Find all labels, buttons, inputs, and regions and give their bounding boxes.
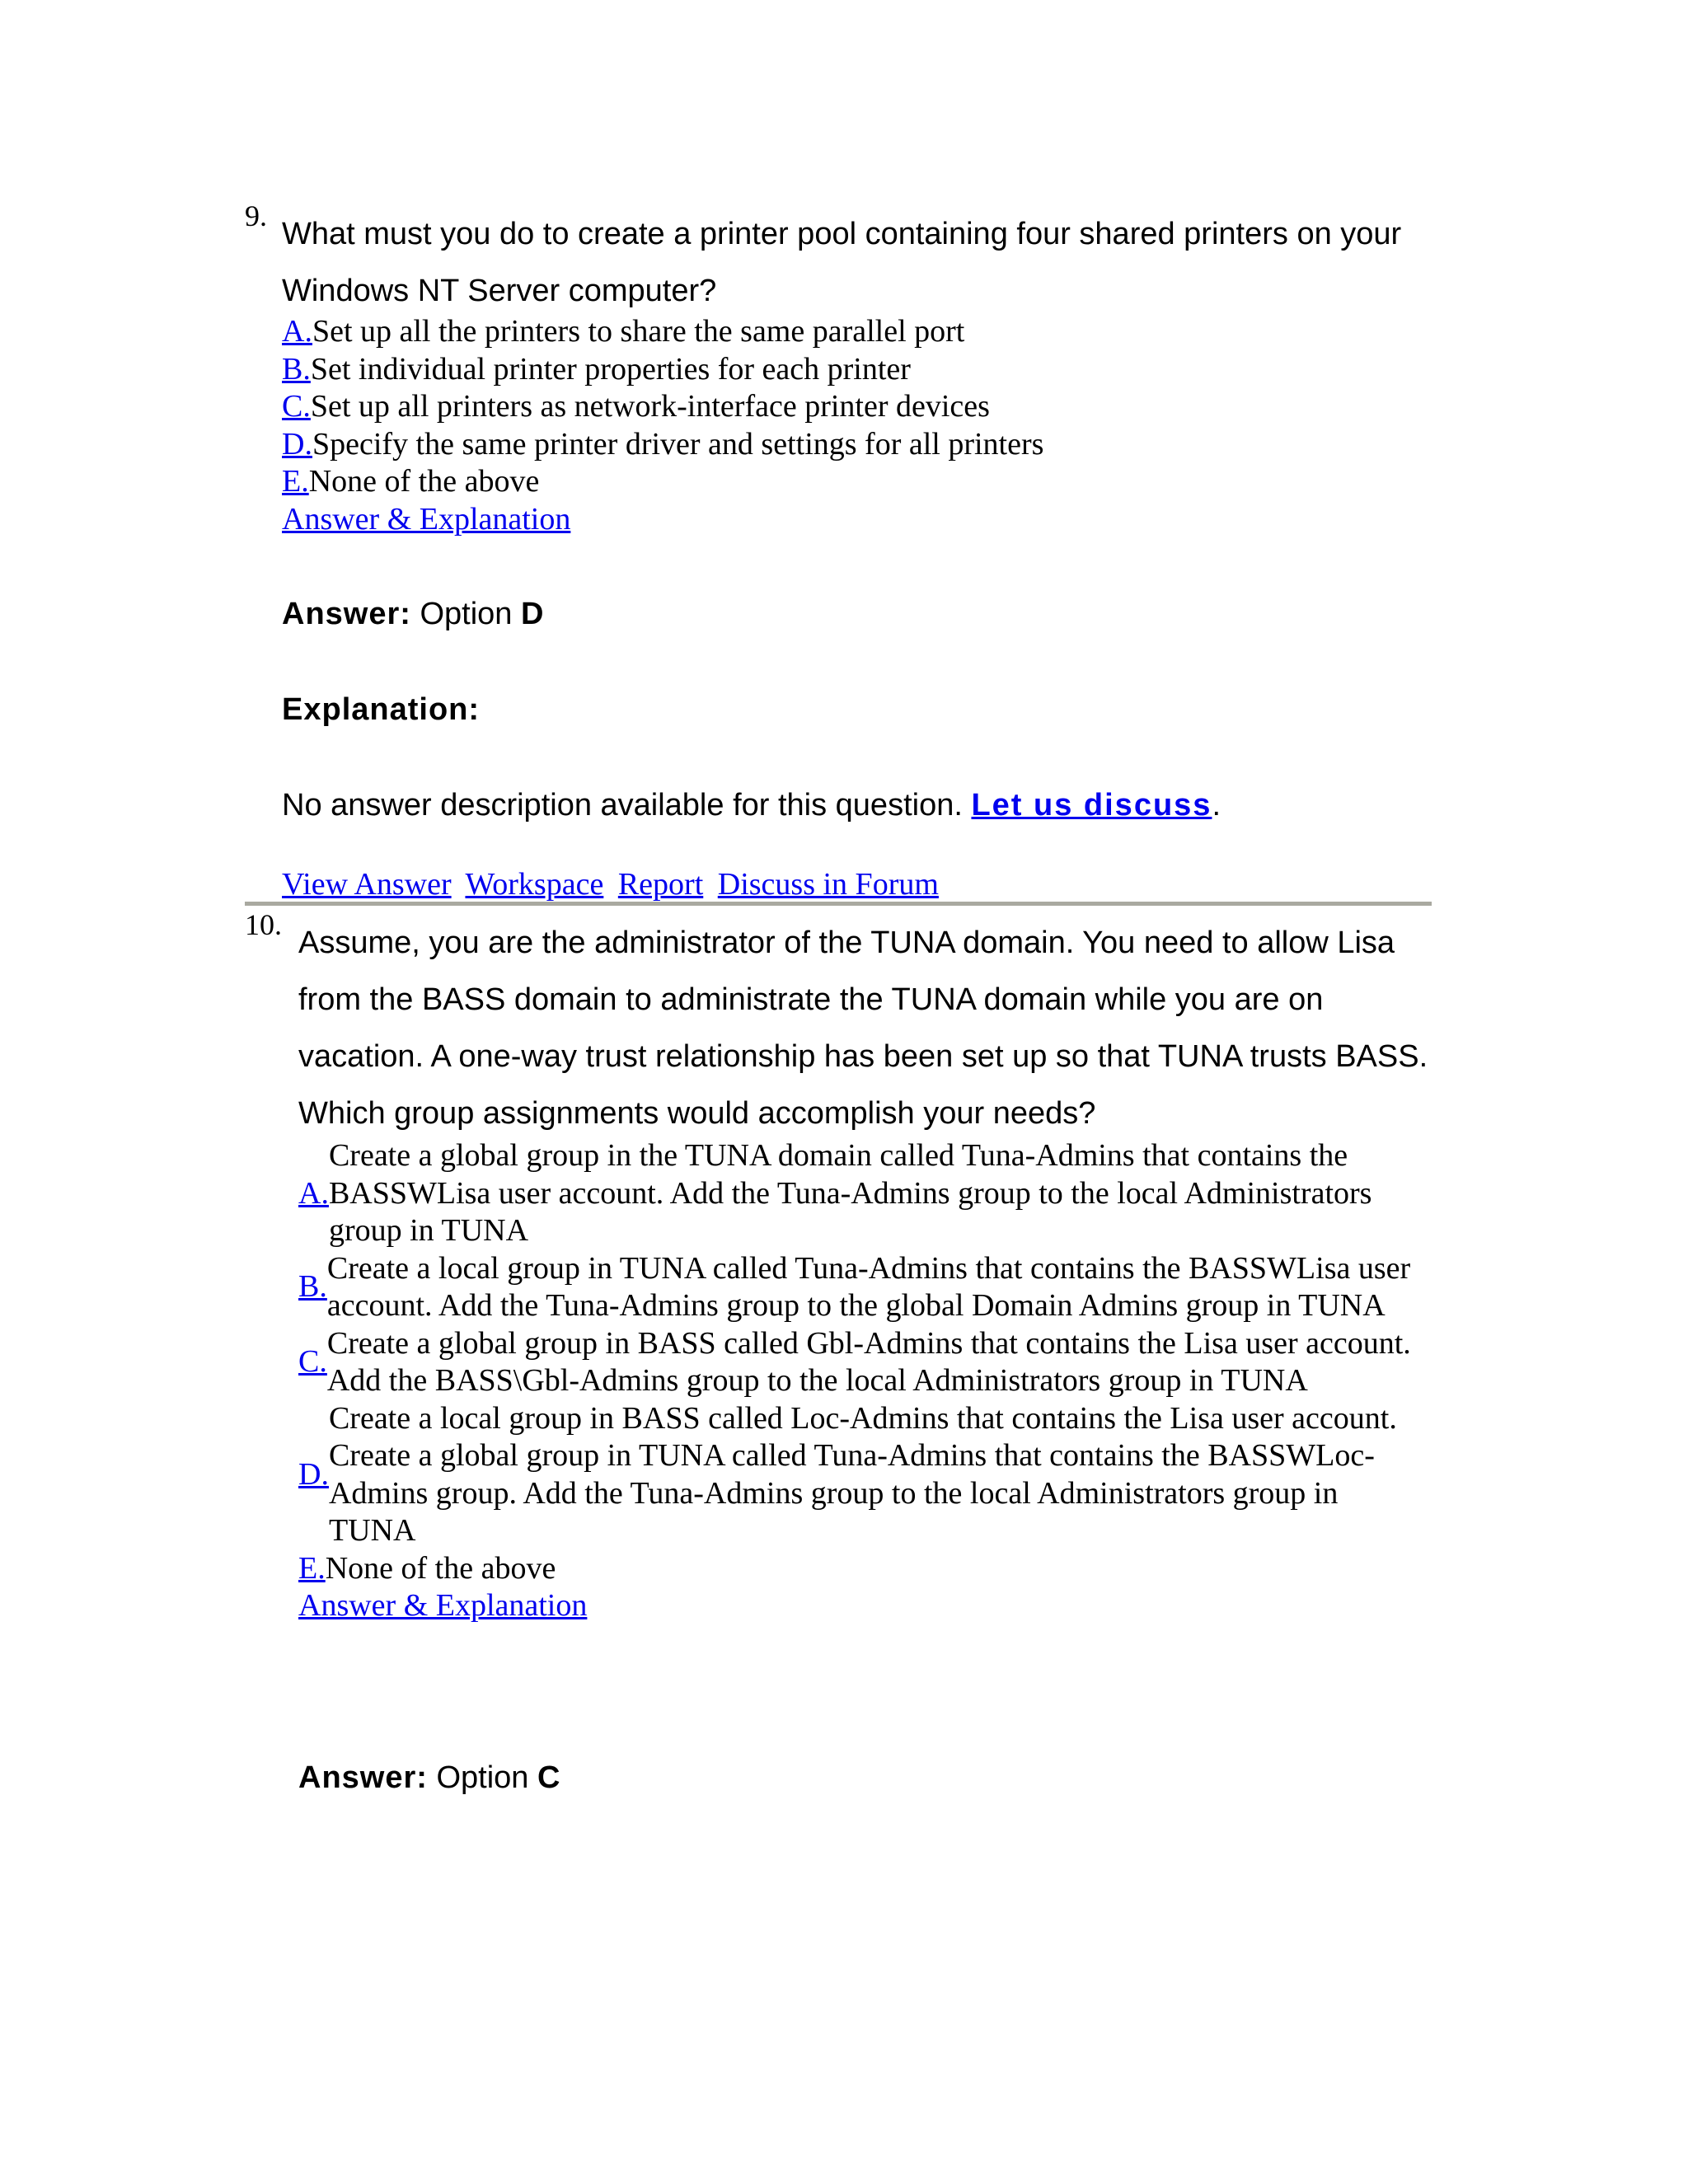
option-b-link[interactable]: B. xyxy=(282,351,311,387)
explanation-heading xyxy=(282,694,480,725)
view-answer-link[interactable]: View Answer xyxy=(282,867,452,902)
question-number: 10. xyxy=(245,908,282,941)
description-text: No answer description available for this question. xyxy=(282,788,963,823)
option-d-link[interactable]: D. xyxy=(298,1456,329,1492)
option-a-text: Create a global group in the TUNA domain called Tuna-Admins that contains the BASSWLisa user account. Add the Tuna-Admins group to the local Administrators group in TUNA xyxy=(328,1138,1372,1248)
answer-explanation-row xyxy=(282,501,1436,539)
option-c-text: Create a global group in BASS called Gbl-Admins that contains the Lisa user account. Add the BASS\Gbl-Admins group to the local Administrators group in TUNA xyxy=(326,1325,1411,1398)
question-number: 9. xyxy=(245,199,267,232)
answer-label: Answer: xyxy=(298,1760,428,1795)
explanation-heading-text: Explanation: xyxy=(282,692,481,727)
option-d-text: Specify the same printer driver and settings for all printers xyxy=(312,426,1044,462)
answer-prefix: Option xyxy=(420,597,513,631)
option-b xyxy=(282,351,1436,389)
answer-explanation-link[interactable]: Answer & Explanation xyxy=(298,1588,588,1623)
option-b-link[interactable]: B. xyxy=(298,1269,327,1305)
option-e xyxy=(282,463,1436,501)
let-us-discuss-link[interactable]: Let us discuss xyxy=(971,788,1212,823)
option-e xyxy=(298,1550,1428,1588)
option-c-text: Set up all printers as network-interface printer devices xyxy=(310,389,990,424)
option-a xyxy=(298,1137,1428,1250)
answer-value: C xyxy=(537,1760,561,1795)
option-d xyxy=(282,426,1436,464)
option-list xyxy=(298,1137,1428,1625)
option-list xyxy=(282,313,1436,538)
option-b-text: Create a local group in TUNA called Tuna-Admins that contains the BASSWLisa user account. Add the Tuna-Admins group to the global Domain Admins group in TUNA xyxy=(326,1250,1411,1323)
option-d-link[interactable]: D. xyxy=(282,426,312,462)
option-e-text: None of the above xyxy=(325,1550,556,1586)
option-e-text: None of the above xyxy=(308,464,540,499)
answer-line xyxy=(298,1762,560,1793)
answer-explanation-row xyxy=(298,1587,1428,1625)
option-e-link[interactable]: E. xyxy=(282,464,309,499)
question-text: What must you do to create a printer pool containing four shared printers on your Windows NT Server computer? xyxy=(282,217,1402,308)
answer-label: Answer: xyxy=(282,597,411,631)
explanation-description xyxy=(282,790,1221,821)
footer-links xyxy=(282,869,945,900)
option-c xyxy=(282,388,1436,426)
answer-value: D xyxy=(521,597,545,631)
answer-explanation-link[interactable]: Answer & Explanation xyxy=(282,501,571,537)
question-text: Assume, you are the administrator of the TUNA domain. You need to allow Lisa from the BASS domain to administrate the TUNA domain while you are on vacation. A one-way trust relationship has been set up so that TUNA trusts BASS. Which group assignments would accomplish your needs? xyxy=(298,926,1428,1131)
option-c-link[interactable]: C. xyxy=(282,389,311,424)
option-b-text: Set individual printer properties for each printer xyxy=(310,351,911,387)
option-e-link[interactable]: E. xyxy=(298,1550,326,1586)
report-link[interactable]: Report xyxy=(617,867,704,902)
option-c xyxy=(298,1325,1428,1400)
option-d-text: Create a local group in BASS called Loc-Admins that contains the Lisa user account. Create a global group in TUNA called Tuna-Admins that contains the BASSWLoc-Admins group. Add the Tuna-Admins group to the local Administrators group in TUNA xyxy=(328,1400,1397,1548)
workspace-link[interactable]: Workspace xyxy=(465,867,604,902)
option-a-link[interactable]: A. xyxy=(282,314,312,349)
option-a-text: Set up all the printers to share the same parallel port xyxy=(312,314,965,349)
answer-prefix: Option xyxy=(436,1760,529,1795)
answer-line xyxy=(282,598,544,630)
discuss-in-forum-link[interactable]: Discuss in Forum xyxy=(717,867,939,902)
option-c-link[interactable]: C. xyxy=(298,1344,327,1380)
option-a-link[interactable]: A. xyxy=(298,1175,329,1211)
option-d xyxy=(298,1400,1428,1550)
description-period: . xyxy=(1212,788,1221,823)
question-divider xyxy=(245,902,1432,906)
option-b xyxy=(298,1250,1428,1325)
option-a xyxy=(282,313,1436,351)
